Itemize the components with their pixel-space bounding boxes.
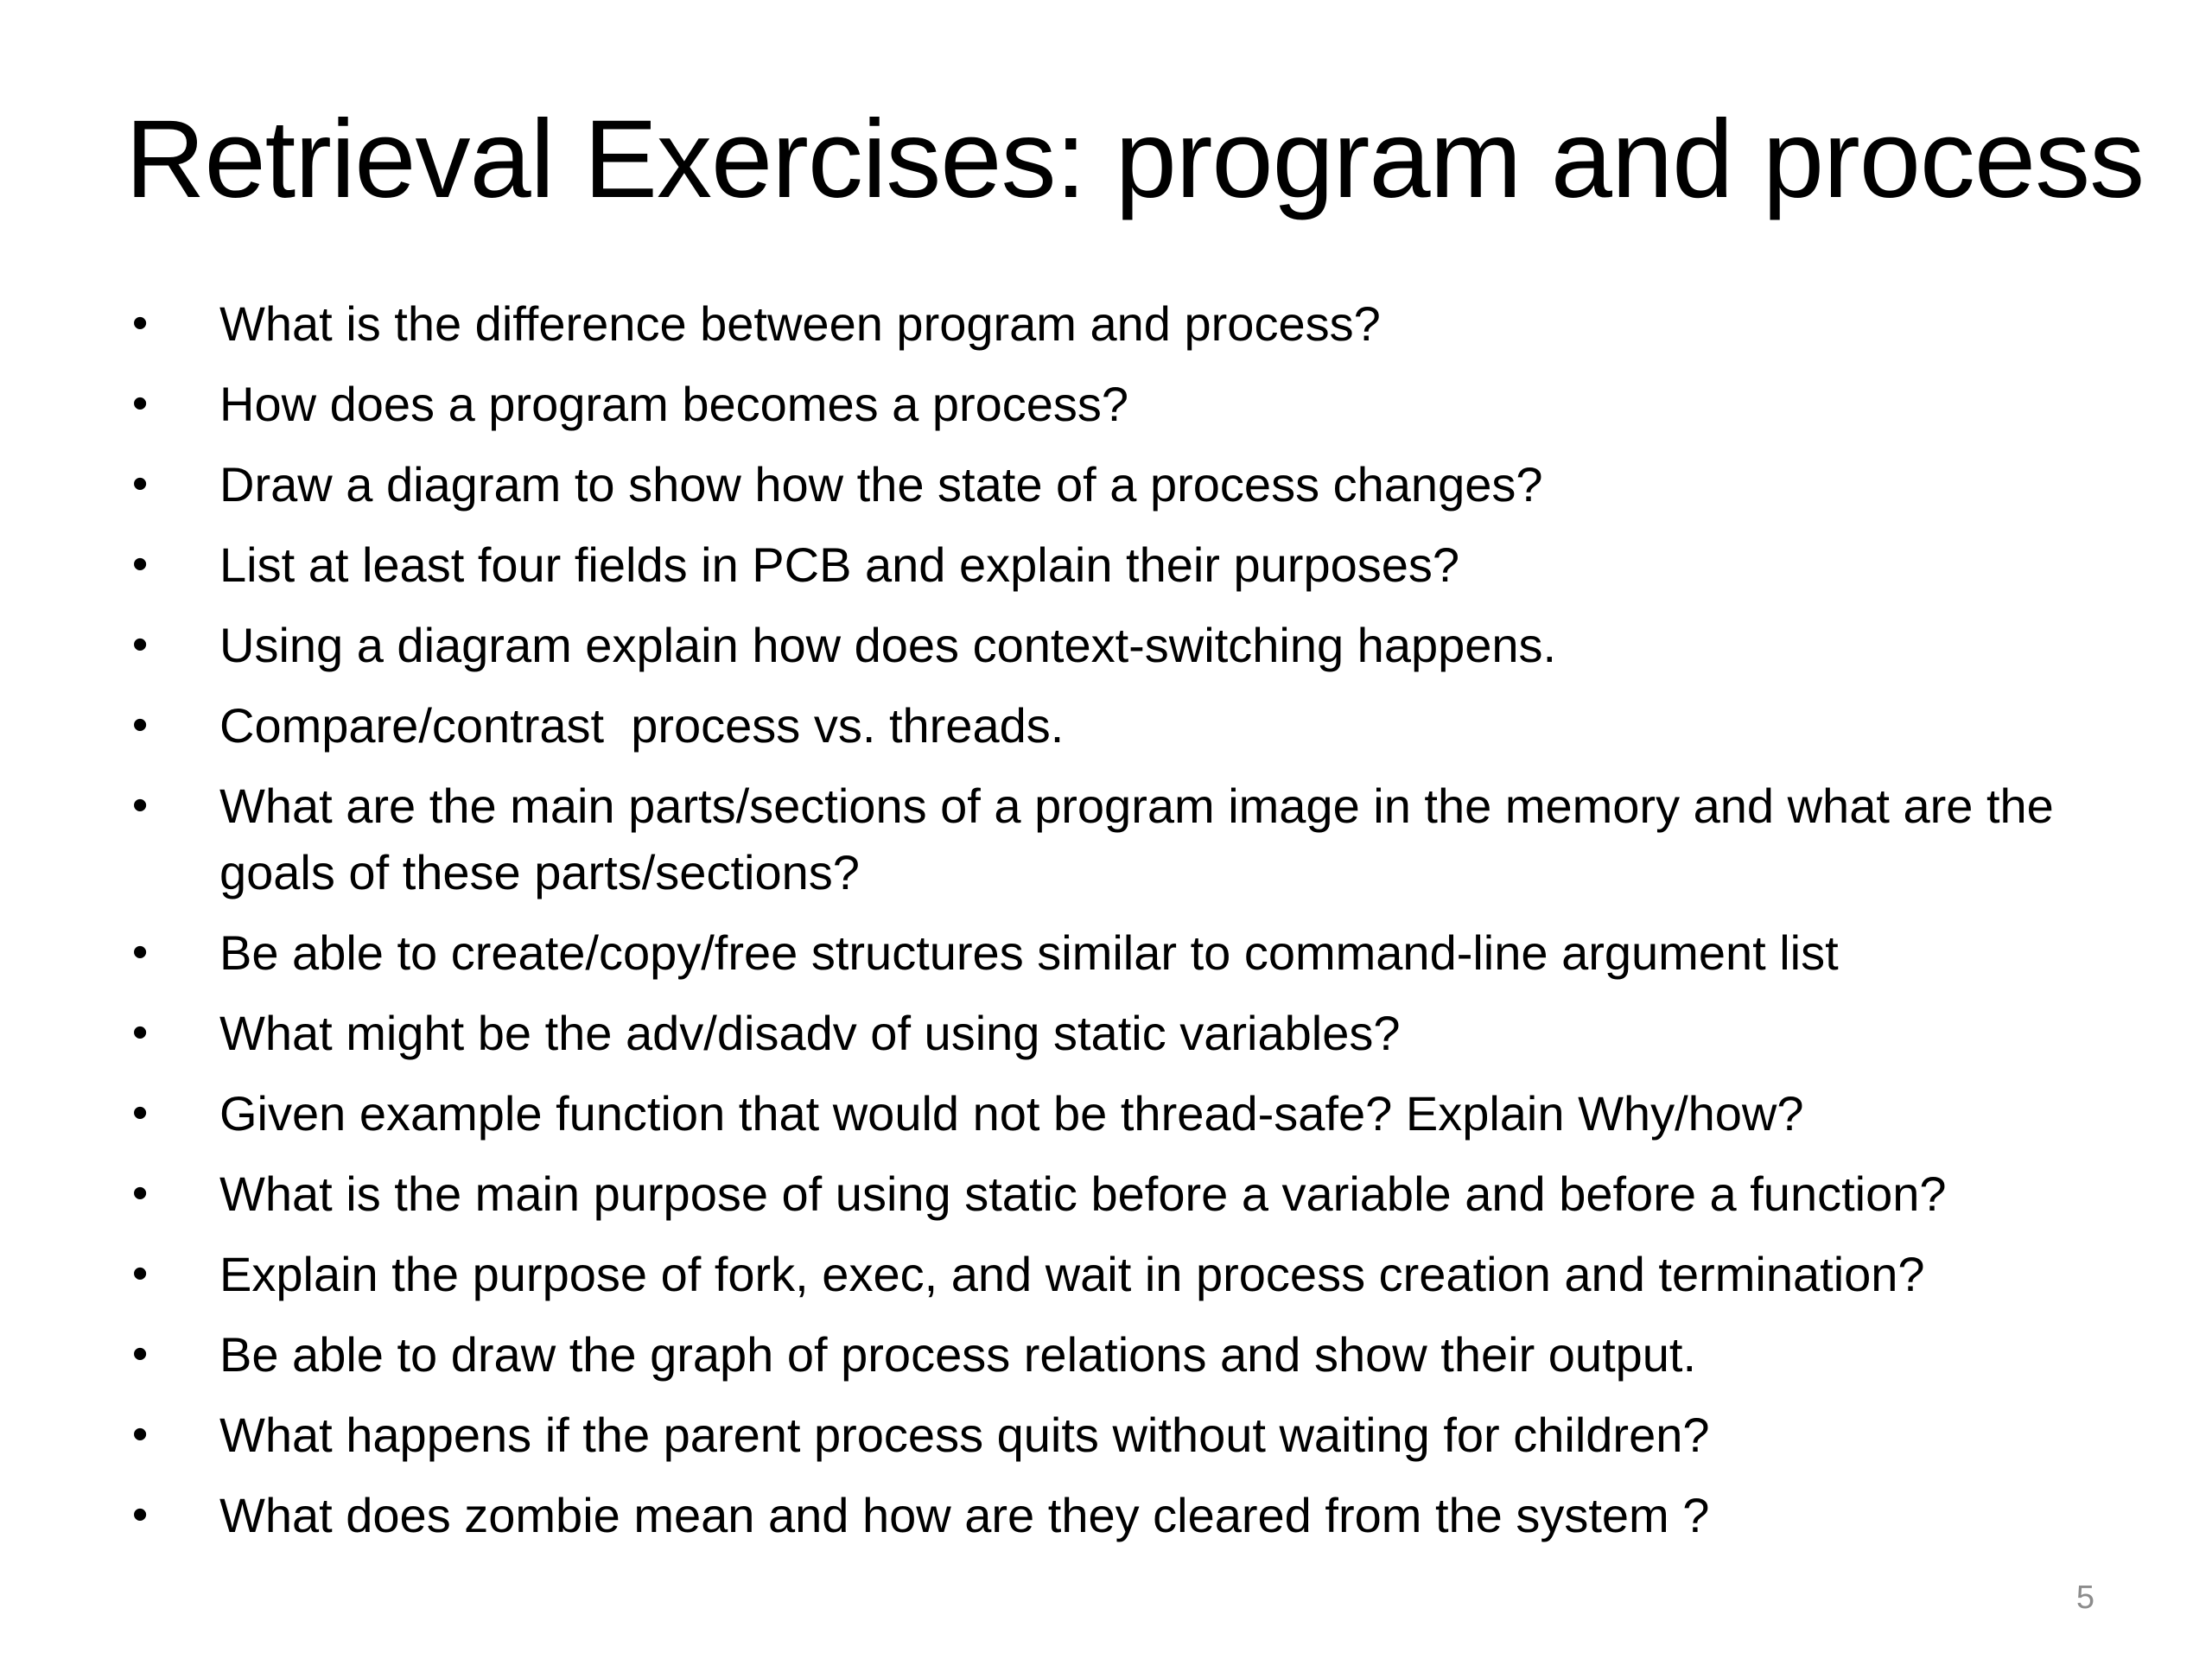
list-item-text: What is the difference between program and process? [219, 296, 1381, 351]
list-item-text: Be able to draw the graph of process relations and show their output. [219, 1327, 1697, 1382]
list-item [128, 451, 2115, 518]
list-item-text: What happens if the parent process quits without waiting for children? [219, 1408, 1710, 1462]
list-item-text: Be able to create/copy/free structures similar to command-line argument list [219, 925, 1839, 980]
list-item-text: Draw a diagram to show how the state of a process changes? [219, 457, 1543, 512]
list-item-text: What is the main purpose of using static before a variable and before a function? [219, 1166, 1947, 1221]
list-item [128, 1402, 2115, 1468]
list-item [128, 772, 2115, 906]
list-item [128, 1000, 2115, 1066]
bullet-list [128, 290, 2115, 1562]
bullet-icon: • [132, 927, 149, 977]
list-item-text: Given example function that would not be thread-safe? Explain Why/how? [219, 1086, 1804, 1141]
list-item [128, 692, 2115, 759]
bullet-icon: • [132, 1007, 149, 1058]
list-item [128, 1241, 2115, 1307]
list-item [128, 1080, 2115, 1147]
list-item-text: What are the main parts/sections of a program image in the memory and what are the goals of these parts/sections? [219, 779, 2054, 899]
bullet-icon: • [132, 378, 149, 429]
bullet-icon: • [132, 1249, 149, 1299]
list-item [128, 531, 2115, 598]
list-item-text: What might be the adv/disadv of using static variables? [219, 1006, 1401, 1060]
bullet-icon: • [132, 700, 149, 750]
list-item-text: Using a diagram explain how does context-switching happens. [219, 618, 1557, 672]
bullet-icon: • [132, 1329, 149, 1379]
list-item-text: List at least four fields in PCB and explain their purposes? [219, 537, 1460, 592]
bullet-icon: • [132, 620, 149, 670]
list-item [128, 612, 2115, 678]
bullet-icon: • [132, 780, 149, 830]
bullet-icon: • [132, 1168, 149, 1218]
list-item-text: Explain the purpose of fork, exec, and wait in process creation and termination? [219, 1247, 1925, 1301]
bullet-icon: • [132, 1490, 149, 1540]
bullet-icon: • [132, 1409, 149, 1459]
list-item [128, 1321, 2115, 1388]
list-item-text: How does a program becomes a process? [219, 377, 1129, 431]
list-item-text: Compare/contrast process vs. threads. [219, 698, 1065, 753]
list-item [128, 290, 2115, 357]
list-item [128, 1160, 2115, 1227]
list-item [128, 1482, 2115, 1548]
list-item [128, 919, 2115, 986]
bullet-icon: • [132, 539, 149, 589]
slide-title: Retrieval Exercises: program and process [125, 98, 2145, 221]
list-item-text: What does zombie mean and how are they cleared from the system ? [219, 1488, 1710, 1542]
list-item [128, 371, 2115, 437]
bullet-icon: • [132, 298, 149, 348]
bullet-icon: • [132, 1088, 149, 1138]
page-number: 5 [2075, 1580, 2094, 1616]
bullet-icon: • [132, 459, 149, 509]
